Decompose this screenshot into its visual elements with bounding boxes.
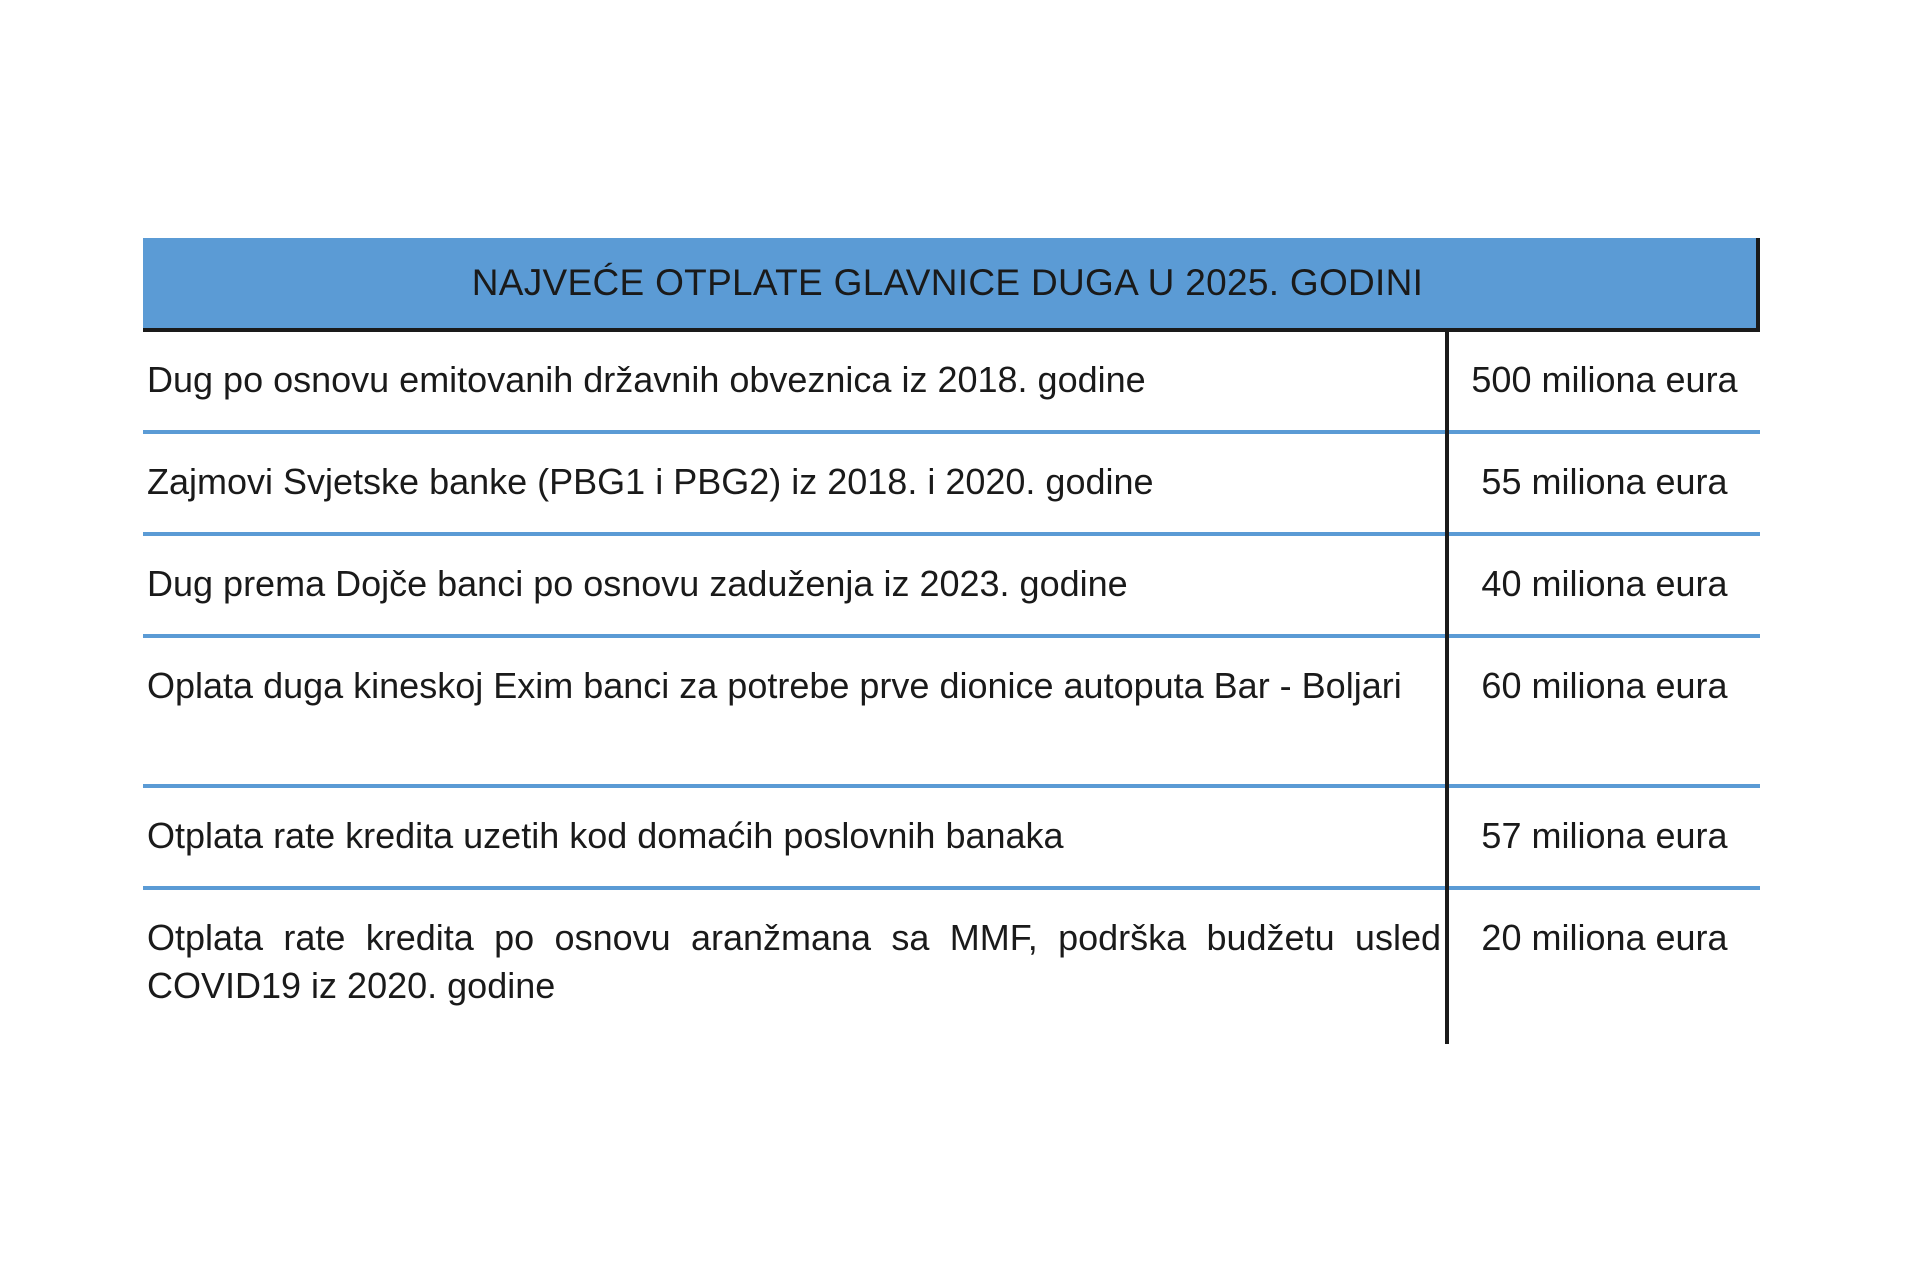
table-row [143, 638, 1760, 788]
row-description: Otplata rate kredita po osnovu aranžmana sa MMF, podrška budžetu usled COVID19 iz 2020. godine [147, 917, 1441, 1006]
row-amount: 55 miliona eura [1481, 461, 1728, 502]
row-amount: 20 miliona eura [1481, 917, 1728, 958]
table-row [143, 788, 1760, 890]
table-body [143, 332, 1760, 1010]
row-amount: 57 miliona eura [1481, 815, 1728, 856]
table-row [143, 890, 1760, 1010]
row-description: Oplata duga kineskoj Exim banci za potrebe prve dionice autoputa Bar - Boljari [147, 665, 1402, 706]
table-row [143, 536, 1760, 638]
row-description: Dug po osnovu emitovanih državnih obveznica iz 2018. godine [147, 359, 1146, 400]
row-description: Dug prema Dojče banci po osnovu zaduženja iz 2023. godine [147, 563, 1128, 604]
table-row [143, 332, 1760, 434]
row-description: Otplata rate kredita uzetih kod domaćih poslovnih banaka [147, 815, 1064, 856]
debt-repayment-table [143, 238, 1760, 1010]
row-amount: 500 miliona eura [1471, 359, 1738, 400]
row-amount: 60 miliona eura [1481, 665, 1728, 706]
column-divider [1445, 332, 1449, 1044]
row-amount: 40 miliona eura [1481, 563, 1728, 604]
table-header [143, 238, 1760, 332]
row-description: Zajmovi Svjetske banke (PBG1 i PBG2) iz 2018. i 2020. godine [147, 461, 1154, 502]
table-title: NAJVEĆE OTPLATE GLAVNICE DUGA U 2025. GODINI [471, 262, 1424, 303]
table-row [143, 434, 1760, 536]
